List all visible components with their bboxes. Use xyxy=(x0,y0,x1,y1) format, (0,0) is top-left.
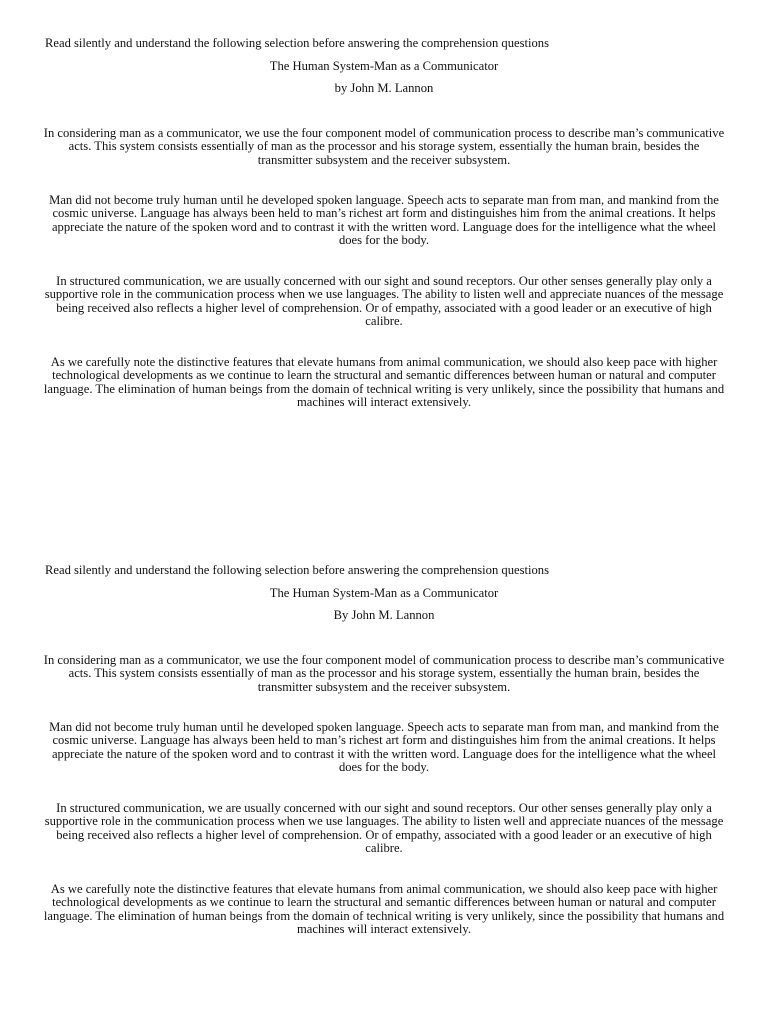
paragraph-2: Man did not become truly human until he developed spoken language. Speech acts to separate man from man, and mankind from the cosmic universe. Language has always been held to man’s richest art form and distinguishes him from the animal creations. It helps appreciate the nature of the spoken word and to contrast it with the written word. Language does for the intelligence what the wheel does for the body. xyxy=(49,720,719,774)
instruction-text: Read silently and understand the following selection before answering the comprehension questions xyxy=(45,36,549,50)
paragraph-3: In structured communication, we are usually concerned with our sight and sound receptors. Our other senses generally play only a supportive role in the communication process when we use languages. The ability to listen well and appreciate nuances of the message being received also reflects a higher level of comprehension. Or of empathy, associated with a good leader or an executive of high calibre. xyxy=(44,274,724,328)
paragraph-2: Man did not become truly human until he developed spoken language. Speech acts to separate man from man, and mankind from the cosmic universe. Language has always been held to man’s richest art form and distinguishes him from the animal creations. It helps appreciate the nature of the spoken word and to contrast it with the written word. Language does for the intelligence what the wheel does for the body. xyxy=(49,193,719,247)
author-byline: By John M. Lannon xyxy=(333,608,435,622)
paragraph-1: In considering man as a communicator, we use the four component model of communication process to describe man’s communicative acts. This system consists essentially of man as the processor and his storage system, essentially the human brain, besides the transmitter subsystem and the receiver subsystem. xyxy=(43,653,725,694)
paragraph-3: In structured communication, we are usually concerned with our sight and sound receptors. Our other senses generally play only a supportive role in the communication process when we use languages. The ability to listen well and appreciate nuances of the message being received also reflects a higher level of comprehension. Or of empathy, associated with a good leader or an executive of high calibre. xyxy=(44,801,724,855)
paragraph-4: As we carefully note the distinctive features that elevate humans from animal communication, we should also keep pace with higher technological developments as we continue to learn the structural and semantic differences between human or natural and computer language. The elimination of human beings from the domain of technical writing is very unlikely, since the possibility that humans and machines will interact extensively. xyxy=(43,882,725,936)
author-byline: by John M. Lannon xyxy=(334,81,434,95)
paragraph-1: In considering man as a communicator, we use the four component model of communication process to describe man’s communicative acts. This system consists essentially of man as the processor and his storage system, essentially the human brain, besides the transmitter subsystem and the receiver subsystem. xyxy=(43,126,725,167)
passage-title: The Human System-Man as a Communicator xyxy=(269,586,499,600)
instruction-text: Read silently and understand the following selection before answering the comprehension questions xyxy=(45,563,549,577)
paragraph-4: As we carefully note the distinctive features that elevate humans from animal communication, we should also keep pace with higher technological developments as we continue to learn the structural and semantic differences between human or natural and computer language. The elimination of human beings from the domain of technical writing is very unlikely, since the possibility that humans and machines will interact extensively. xyxy=(43,355,725,409)
passage-title: The Human System-Man as a Communicator xyxy=(269,59,499,73)
